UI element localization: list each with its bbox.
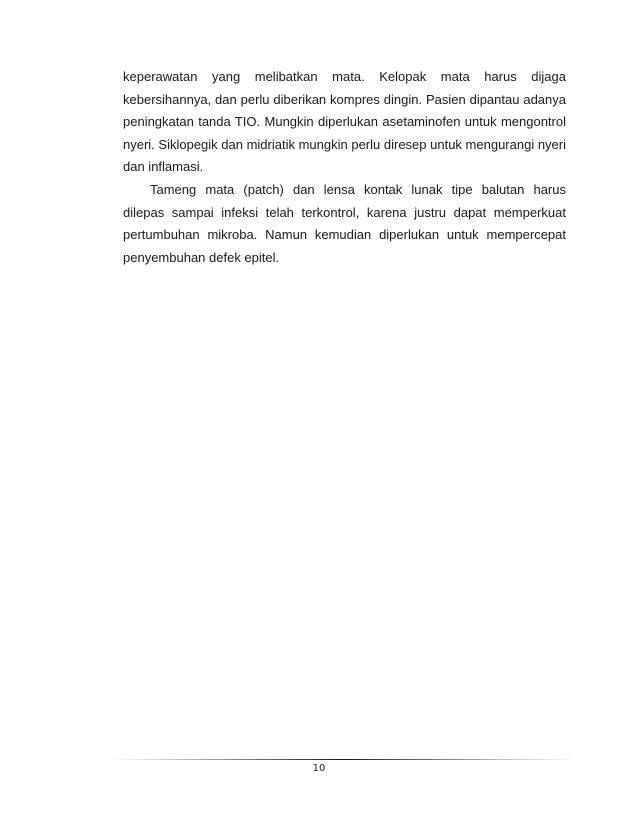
text-line: nyeri. Siklopegik dan midriatik mungkin perlu diresep untuk mengurangi nyeri [123, 136, 566, 152]
text-line: dilepas sampai infeksi telah terkontrol, karena justru dapat memperkuat [123, 204, 566, 220]
text-line: pertumbuhan mikroba. Namun kemudian diperlukan untuk mempercepat [123, 227, 566, 243]
text-line: dan inflamasi. [123, 159, 204, 175]
text-line: peningkatan tanda TIO. Mungkin diperlukan asetaminofen untuk mengontrol [123, 114, 566, 130]
footer-divider [110, 759, 576, 760]
paragraph-1 [123, 66, 566, 179]
text-line: penyembuhan defek epitel. [123, 249, 280, 265]
text-line: kebersihannya, dan perlu diberikan kompres dingin. Pasien dipantau adanya [123, 91, 566, 107]
page-number: 10 [312, 763, 326, 774]
text-line: Tameng mata (patch) dan lensa kontak lunak tipe balutan harus [150, 181, 566, 197]
text-line: keperawatan yang melibatkan mata. Kelopak mata harus dijaga [123, 69, 566, 84]
paragraph-2 [123, 179, 566, 269]
body-text [123, 66, 566, 269]
